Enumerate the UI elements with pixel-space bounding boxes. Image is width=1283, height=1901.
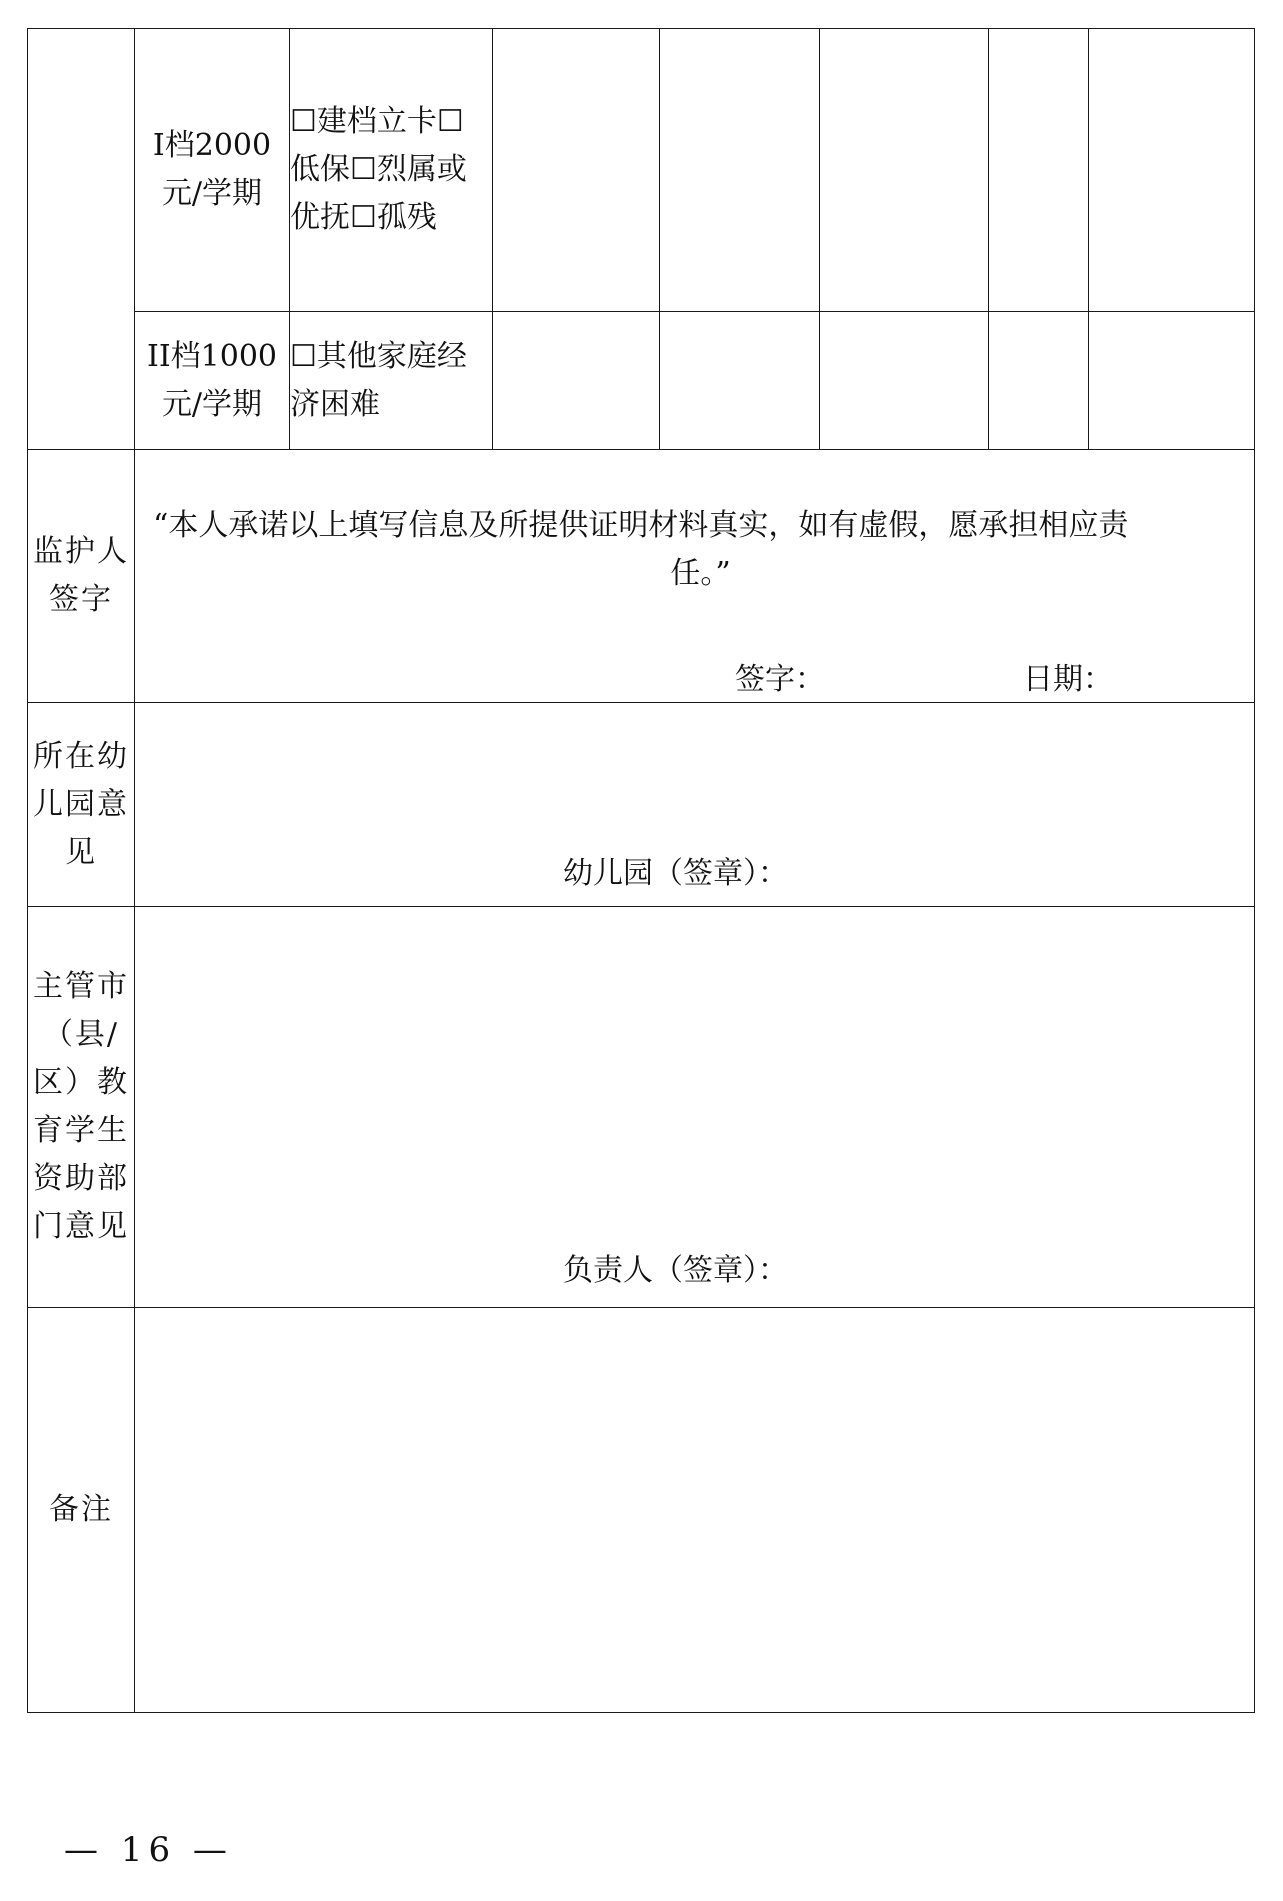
education-dept-row (28, 907, 1255, 1308)
tier-row-1 (28, 29, 1255, 312)
remarks-cell[interactable] (135, 1308, 1255, 1713)
tier-1-field-a[interactable] (493, 29, 660, 312)
tier-1-field-d[interactable] (989, 29, 1089, 312)
tier-2-label: II档1000元/学期 (135, 312, 290, 450)
tier-1-field-c[interactable] (820, 29, 989, 312)
tier-1-options[interactable]: ☐建档立卡☐低保☐烈属或优抚☐孤残 (290, 29, 493, 312)
kindergarten-row (28, 703, 1255, 907)
guardian-row (28, 450, 1255, 703)
tier-1-field-b[interactable] (660, 29, 820, 312)
remarks-label: 备注 (28, 1308, 135, 1713)
education-dept-opinion-label: 主管市（县/区）教育学生资助部门意见 (28, 907, 135, 1308)
remarks-row (28, 1308, 1255, 1713)
tier-1-field-e[interactable] (1089, 29, 1255, 312)
tier-row-2 (28, 312, 1255, 450)
subsidy-form-table (27, 28, 1255, 1713)
signature-label: 签字： (735, 662, 825, 697)
kindergarten-seal-label: 幼儿园（签章）： (563, 856, 788, 891)
date-label: 日期： (1023, 662, 1113, 697)
page-number: — 16 — (64, 1830, 233, 1870)
responsible-person-seal-label: 负责人（签章）： (563, 1253, 788, 1288)
pledge-line-2: 任。” (670, 556, 731, 591)
tier-2-options[interactable]: ☐其他家庭经济困难 (290, 312, 493, 450)
kindergarten-opinion-cell[interactable] (135, 703, 1255, 907)
tier-group-empty-cell (28, 29, 135, 450)
tier-2-field-a[interactable] (493, 312, 660, 450)
education-dept-opinion-cell[interactable] (135, 907, 1255, 1308)
kindergarten-opinion-label: 所在幼儿园意见 (28, 703, 135, 907)
guardian-signature-cell[interactable] (135, 450, 1255, 703)
guardian-pledge (153, 502, 1248, 598)
tier-1-label: I档2000元/学期 (135, 29, 290, 312)
pledge-line-1: “本人承诺以上填写信息及所提供证明材料真实，如有虚假，愿承担相应责 (153, 508, 1129, 543)
tier-2-field-d[interactable] (989, 312, 1089, 450)
tier-2-field-e[interactable] (1089, 312, 1255, 450)
tier-2-field-c[interactable] (820, 312, 989, 450)
guardian-label: 监护人签字 (28, 450, 135, 703)
tier-2-field-b[interactable] (660, 312, 820, 450)
